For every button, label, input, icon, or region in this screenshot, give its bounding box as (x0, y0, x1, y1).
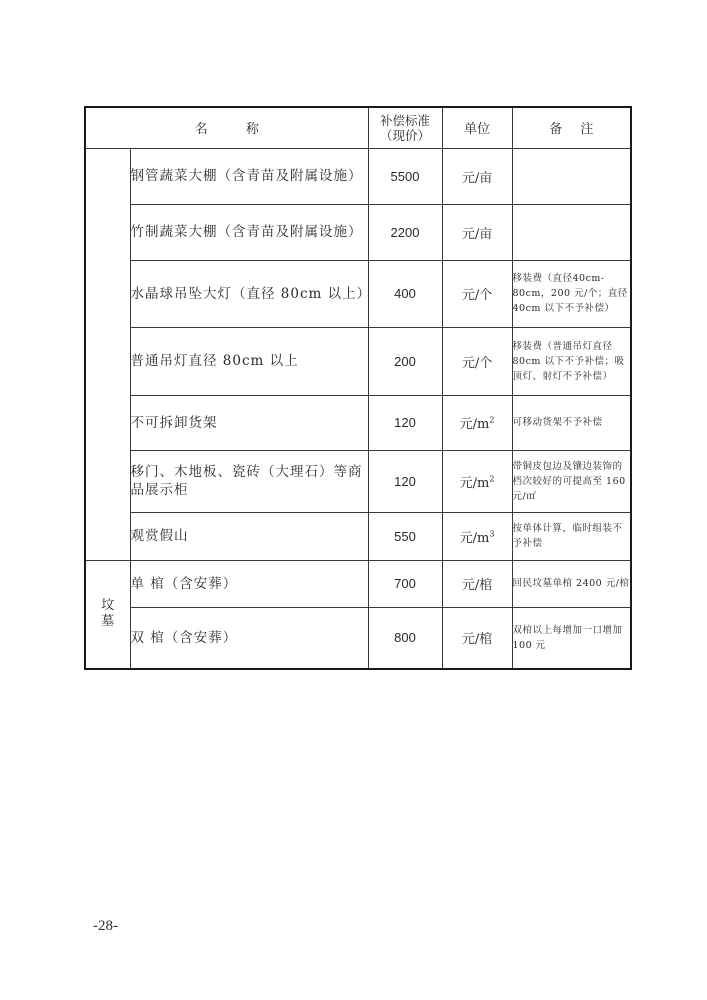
item-price: 120 (368, 450, 442, 512)
item-unit: 元/个 (442, 327, 512, 395)
item-unit (442, 512, 512, 560)
item-name: 不可拆卸货架 (130, 395, 368, 450)
item-name: 双 棺（含安葬） (130, 607, 368, 669)
table-row (85, 395, 631, 450)
compensation-table (84, 106, 632, 670)
item-note: 移装费（直径40cm-80cm，200 元/个；直径 40cm 以下不予补偿） (512, 260, 631, 327)
item-name: 单 棺（含安葬） (130, 560, 368, 607)
header-price-line1: 补偿标准 (380, 112, 431, 128)
header-note: 备 注 (512, 107, 631, 148)
item-unit (442, 395, 512, 450)
table-row (85, 327, 631, 395)
item-unit: 元/亩 (442, 148, 512, 204)
table-row (85, 204, 631, 260)
unit-text: 元/m (459, 530, 490, 546)
category-cell-1 (85, 148, 130, 560)
item-price: 200 (368, 327, 442, 395)
item-price: 800 (368, 607, 442, 669)
item-unit: 元/棺 (442, 607, 512, 669)
table-row (85, 512, 631, 560)
item-price: 2200 (368, 204, 442, 260)
unit-text: 元/m (459, 417, 490, 432)
item-note: 带铜皮包边及镶边装饰的档次较好的可提高至 160 元/㎡ (512, 450, 631, 512)
unit-exponent: 2 (489, 474, 495, 484)
item-note: 回民坟墓单棺 2400 元/棺 (512, 560, 631, 607)
header-price-line2: （现价） (380, 127, 431, 143)
item-name: 普通吊灯直径 80cm 以上 (130, 327, 368, 395)
item-unit (442, 450, 512, 512)
table-row (85, 260, 631, 327)
category-label: 坟墓 (101, 598, 115, 630)
table-header-row (85, 107, 631, 148)
header-unit: 单位 (442, 107, 512, 148)
item-note: 可移动货架不予补偿 (512, 395, 631, 450)
table-row (85, 560, 631, 607)
item-note (512, 148, 631, 204)
item-note: 按单体计算，临时组装不予补偿 (512, 512, 631, 560)
item-price: 5500 (368, 148, 442, 204)
table-row (85, 607, 631, 669)
unit-exponent: 3 (489, 529, 495, 539)
item-unit: 元/棺 (442, 560, 512, 607)
item-name: 钢管蔬菜大棚（含青苗及附属设施） (130, 148, 368, 204)
item-price: 550 (368, 512, 442, 560)
header-price (368, 107, 442, 148)
category-cell-grave (85, 560, 130, 669)
page-number: -28- (93, 918, 118, 934)
table-row (85, 148, 631, 204)
item-note (512, 204, 631, 260)
item-name: 移门、木地板、瓷砖（大理石）等商品展示柜 (130, 450, 368, 512)
item-note: 移装费（普通吊灯直径80cm 以下不予补偿；吸顶灯、射灯不予补偿） (512, 327, 631, 395)
item-unit: 元/个 (442, 260, 512, 327)
header-name: 名 称 (85, 107, 368, 148)
table-row (85, 450, 631, 512)
item-name: 竹制蔬菜大棚（含青苗及附属设施） (130, 204, 368, 260)
unit-text: 元/m (459, 475, 490, 491)
item-note: 双棺以上每增加一口增加 100 元 (512, 607, 631, 669)
item-price: 120 (368, 395, 442, 450)
item-name: 观赏假山 (130, 512, 368, 560)
item-price: 400 (368, 260, 442, 327)
unit-exponent: 2 (489, 415, 495, 425)
item-unit: 元/亩 (442, 204, 512, 260)
item-name: 水晶球吊坠大灯（直径 80cm 以上） (130, 260, 368, 327)
item-price: 700 (368, 560, 442, 607)
